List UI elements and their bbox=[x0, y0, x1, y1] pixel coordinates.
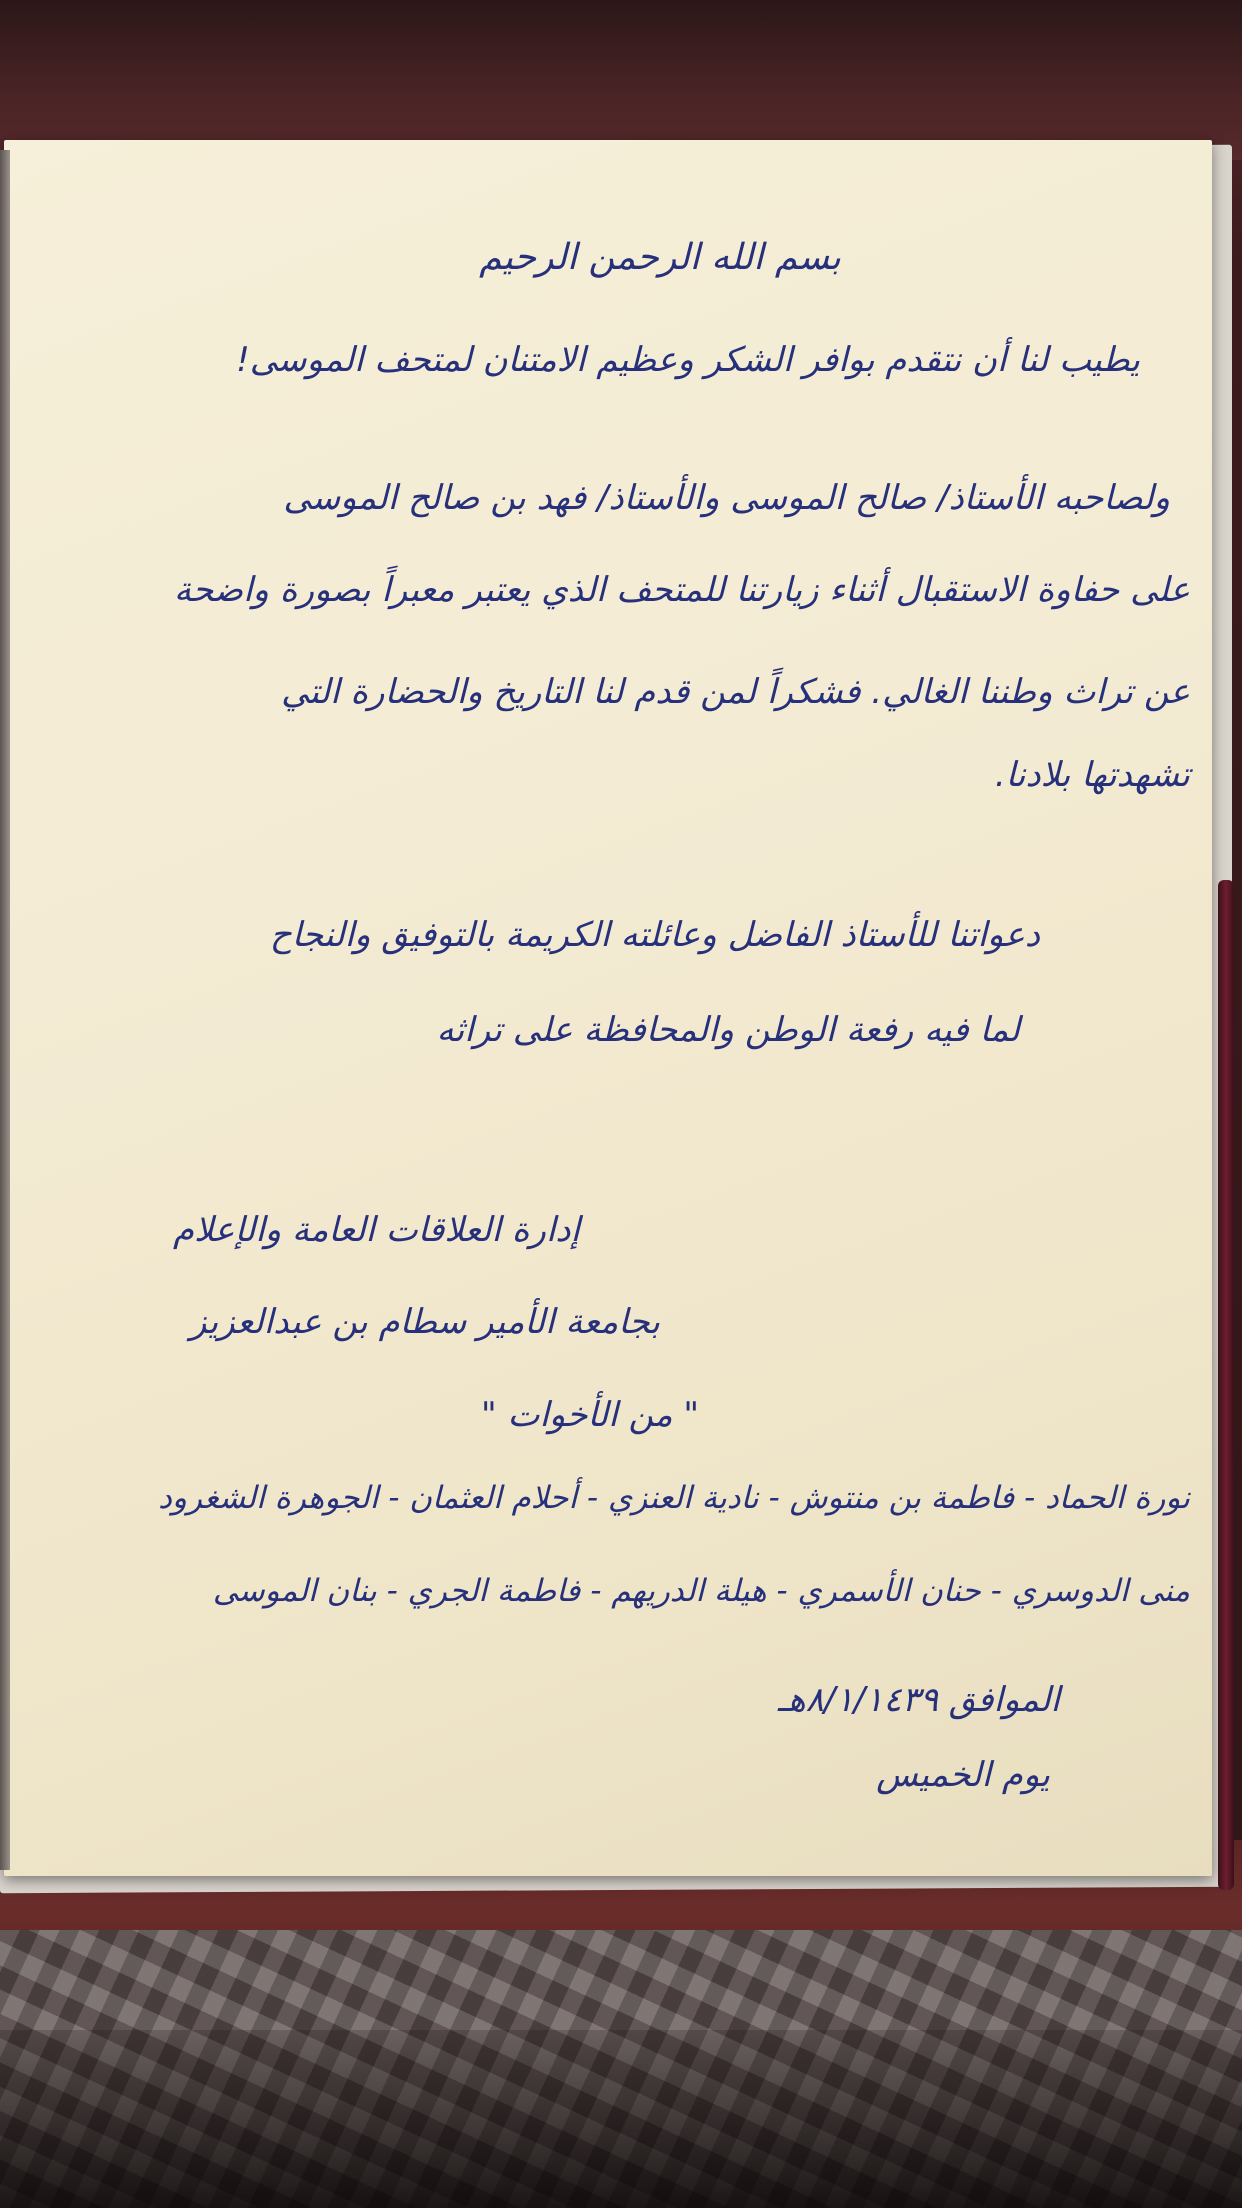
signatory-names-line-1: نورة الحماد - فاطمة بن منتوش - نادية العنزي - أحلام العثمان - الجوهرة الشغرود bbox=[158, 1480, 1190, 1516]
letter-date: الموافق ٨/١/١٤٣٩هـ bbox=[777, 1680, 1060, 1720]
sisters-label: " من الأخوات " bbox=[481, 1395, 699, 1435]
body-line-2: عن تراث وطننا الغالي. فشكراً لمن قدم لنا التاريخ والحضارة التي bbox=[281, 672, 1190, 712]
body-line-1: على حفاوة الاستقبال أثناء زيارتنا للمتحف الذي يعتبر معبراً بصورة واضحة bbox=[174, 570, 1190, 610]
body-line-3: تشهدتها بلادنا. bbox=[994, 755, 1190, 795]
book-spine bbox=[0, 150, 10, 1870]
bookmark-ribbon bbox=[1218, 880, 1234, 1890]
department-name: إدارة العلاقات العامة والإعلام bbox=[172, 1210, 580, 1250]
prayer-line-2: لما فيه رفعة الوطن والمحافظة على تراثه bbox=[436, 1010, 1020, 1050]
guestbook-page bbox=[4, 140, 1212, 1876]
thanks-line: يطيب لنا أن نتقدم بوافر الشكر وعظيم الامتنان لمتحف الموسى! bbox=[236, 340, 1140, 380]
floor-shadow bbox=[0, 2030, 1242, 2208]
basmala-heading: بسم الله الرحمن الرحيم bbox=[479, 237, 841, 278]
university-name: بجامعة الأمير سطام بن عبدالعزيز bbox=[190, 1302, 660, 1342]
table-surface-top bbox=[0, 0, 1242, 160]
prayer-line-1: دعواتنا للأستاذ الفاضل وعائلته الكريمة بالتوفيق والنجاح bbox=[269, 915, 1040, 955]
owner-line: ولصاحبه الأستاذ/ صالح الموسى والأستاذ/ فهد بن صالح الموسى bbox=[283, 478, 1170, 518]
signatory-names-line-2: منى الدوسري - حنان الأسمري - هيلة الدريهم - فاطمة الجري - بنان الموسى bbox=[212, 1573, 1190, 1609]
letter-day: يوم الخميس bbox=[876, 1755, 1050, 1795]
